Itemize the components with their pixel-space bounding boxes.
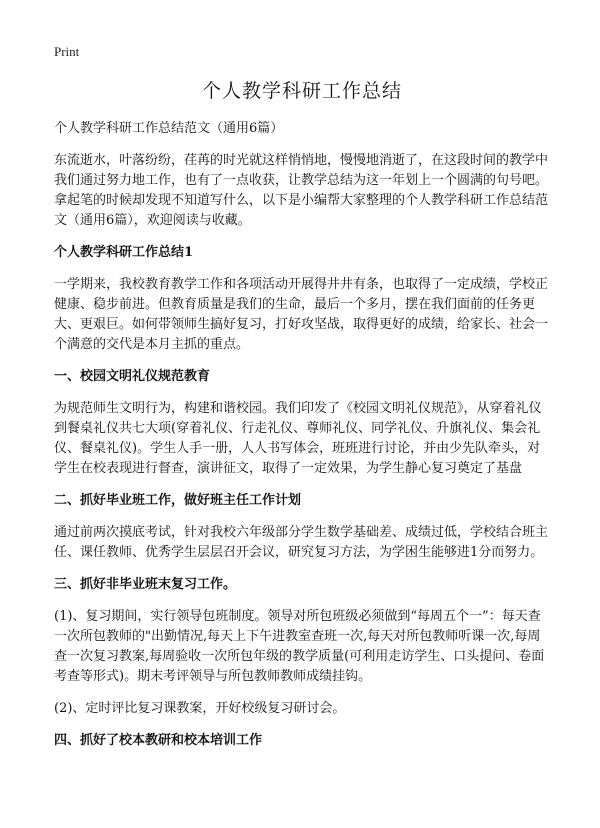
etiquette-paragraph: 为规范师生文明行为，构建和谐校园。我们印发了《校园文明礼仪规范》，从穿着礼仪到餐桌礼仪共七大项(穿着礼仪、行走礼仪、尊师礼仪、同学礼仪、升旗礼仪、集会礼仪、餐桌礼仪)。学生人手一册，人人书写体会，班班进行讨论，并由少先队牵头，对学生在校表现进行督查，演讲征文，取得了一定效果，为学生静心复习奠定了基盘 xyxy=(54,401,542,476)
review-work-paragraph-2: (2)、定时评比复习课教案，开好校级复习研讨会。 xyxy=(54,701,346,716)
document-body xyxy=(54,76,550,763)
intro-paragraph: 东流逝水，叶落纷纷，荏苒的时光就这样悄悄地，慢慢地消逝了，在这段时间的教学中我们通过努力地工作，也有了一点收获，让教学总结为这一年划上一个圆满的句号吧。拿起笔的时候却发现不知道写什么，以下是小编帮大家整理的个人教学科研工作总结范文（通用6篇），欢迎阅读与收藏。 xyxy=(54,153,549,228)
document-subtitle: 个人教学科研工作总结范文（通用6篇） xyxy=(54,121,284,136)
section-heading-etiquette: 一、校园文明礼仪规范教育 xyxy=(54,369,211,384)
review-work-paragraph-1: (1)、复习期间，实行领导包班制度。领导对所包班级必须做到“每周五个一”：每天查一次所包教师的"出勤情况,每天上下午进教室查班一次,每天对所包教师听课一次,每周查一次复习教案,每周验收一次所包年级的教学质量(可利用走访学生、口头提问、卷面考查等形式)。期末考评领导与所包教师教师成绩挂钩。 xyxy=(54,609,545,684)
section-heading-school-research: 四、抓好了校本教研和校本培训工作 xyxy=(54,733,263,748)
section-heading-summary-1: 个人教学科研工作总结1 xyxy=(54,245,194,260)
section-heading-graduating-class: 二、抓好毕业班工作，做好班主任工作计划 xyxy=(54,493,302,508)
summary-1-paragraph: 一学期来，我校教育教学工作和各项活动开展得井井有条，也取得了一定成绩，学校正健康、稳步前进。但教育质量是我们的生命，最后一个多月，摆在我们面前的任务更大、更艰巨。如何带领师生搞好复习，打好攻坚战，取得更好的成绩，给家长、社会一个满意的交代是本月主抓的重点。 xyxy=(54,277,549,352)
print-link[interactable]: Print xyxy=(54,44,80,59)
section-heading-review-work: 三、抓好非毕业班末复习工作。 xyxy=(54,577,237,592)
page-title: 个人教学科研工作总结 xyxy=(201,80,402,102)
graduating-class-paragraph: 通过前两次摸底考试，针对我校六年级部分学生数学基础差、成绩过低，学校结合班主任、课任教师、优秀学生层层召开会议，研究复习方法，为学困生能够进1分而努力。 xyxy=(54,525,549,560)
